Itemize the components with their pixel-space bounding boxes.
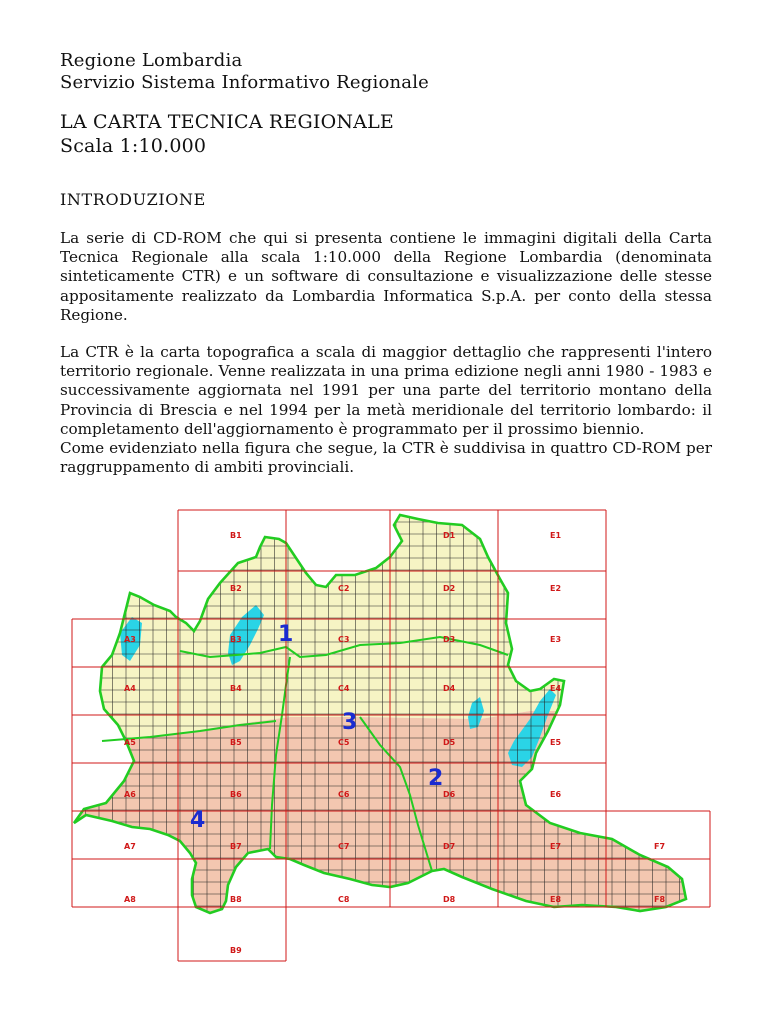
sheet-label-c6: C6 xyxy=(338,790,350,799)
document-title-block xyxy=(60,110,394,158)
sheet-label-d8: D8 xyxy=(443,895,456,904)
sheet-label-e2: E2 xyxy=(550,584,562,593)
sheet-label-a5: A5 xyxy=(124,738,136,747)
cd-number-4: 4 xyxy=(190,808,206,833)
sheet-label-e8: E8 xyxy=(550,895,562,904)
section-heading: INTRODUZIONE xyxy=(60,190,206,209)
sheet-label-c5: C5 xyxy=(338,738,350,747)
sheet-label-b7: B7 xyxy=(230,842,242,851)
cd-number-1: 1 xyxy=(278,622,294,647)
sheet-label-c8: C8 xyxy=(338,895,350,904)
paragraph-1 xyxy=(60,229,712,325)
cd-number-2: 2 xyxy=(428,766,444,791)
sheet-label-d1: D1 xyxy=(443,531,456,540)
sheet-label-f7: F7 xyxy=(654,842,666,851)
sheet-label-b5: B5 xyxy=(230,738,242,747)
sheet-label-f8: F8 xyxy=(654,895,666,904)
document-scale: Scala 1:10.000 xyxy=(60,135,207,157)
sheet-label-c2: C2 xyxy=(338,584,350,593)
sheet-label-b2: B2 xyxy=(230,584,242,593)
sheet-label-b8: B8 xyxy=(230,895,242,904)
ctr-sheet-map xyxy=(60,505,720,977)
sheet-label-c3: C3 xyxy=(338,635,350,644)
sheet-label-e4: E4 xyxy=(550,684,562,693)
paragraph-2 xyxy=(60,343,712,477)
sheet-label-d3: D3 xyxy=(443,635,456,644)
sheet-label-e1: E1 xyxy=(550,531,562,540)
sheet-label-d7: D7 xyxy=(443,842,456,851)
sheet-label-e7: E7 xyxy=(550,842,562,851)
sheet-label-e5: E5 xyxy=(550,738,562,747)
sheet-label-a3: A3 xyxy=(124,635,136,644)
sheet-label-a8: A8 xyxy=(124,895,136,904)
paragraph-text: La CTR è la carta topografica a scala di maggior dettaglio che rappresenti l'intero territorio regionale. Venne realizzata in una prima edizione negli anni 1980 - 1983 e successivamente aggiornata nel 1991 per una parte del territorio montano della Provincia di Brescia e nel 1994 per la metà meridionale del territorio lombardo: il completamento dell'aggiornamento è programmato per il prossimo biennio. xyxy=(60,343,712,438)
sheet-label-a4: A4 xyxy=(124,684,136,693)
northern-fill xyxy=(100,505,720,741)
sheet-label-e3: E3 xyxy=(550,635,562,644)
paragraph-text: Come evidenziato nella figura che segue, la CTR è suddivisa in quattro CD-ROM per raggruppamento di ambiti provinciali. xyxy=(60,439,712,477)
document-title: LA CARTA TECNICA REGIONALE xyxy=(60,111,394,133)
sheet-label-e6: E6 xyxy=(550,790,562,799)
paragraph-text: La serie di CD-ROM che qui si presenta contiene le immagini digitali della Carta Tecnica Regionale alla scala 1:10.000 della Regione Lombardia (denominata sinteticamente CTR) e un software di consultazione e visualizzazione delle stesse appositamente realizzato da Lombardia Informatica S.p.A. per conto della stessa Regione. xyxy=(60,229,712,324)
sheet-label-b1: B1 xyxy=(230,531,242,540)
cd-number-3: 3 xyxy=(342,710,358,735)
service-name: Servizio Sistema Informativo Regionale xyxy=(60,72,430,93)
region-name: Regione Lombardia xyxy=(60,50,243,71)
sheet-label-d6: D6 xyxy=(443,790,456,799)
sheet-label-b6: B6 xyxy=(230,790,242,799)
document-header xyxy=(60,50,429,94)
sheet-label-b3: B3 xyxy=(230,635,242,644)
sheet-label-d5: D5 xyxy=(443,738,456,747)
sheet-label-c7: C7 xyxy=(338,842,350,851)
sheet-label-a7: A7 xyxy=(124,842,136,851)
sheet-label-b9: B9 xyxy=(230,946,242,955)
sheet-label-a6: A6 xyxy=(124,790,136,799)
sheet-label-c4: C4 xyxy=(338,684,350,693)
sheet-label-b4: B4 xyxy=(230,684,242,693)
sheet-label-d2: D2 xyxy=(443,584,456,593)
sheet-label-d4: D4 xyxy=(443,684,456,693)
